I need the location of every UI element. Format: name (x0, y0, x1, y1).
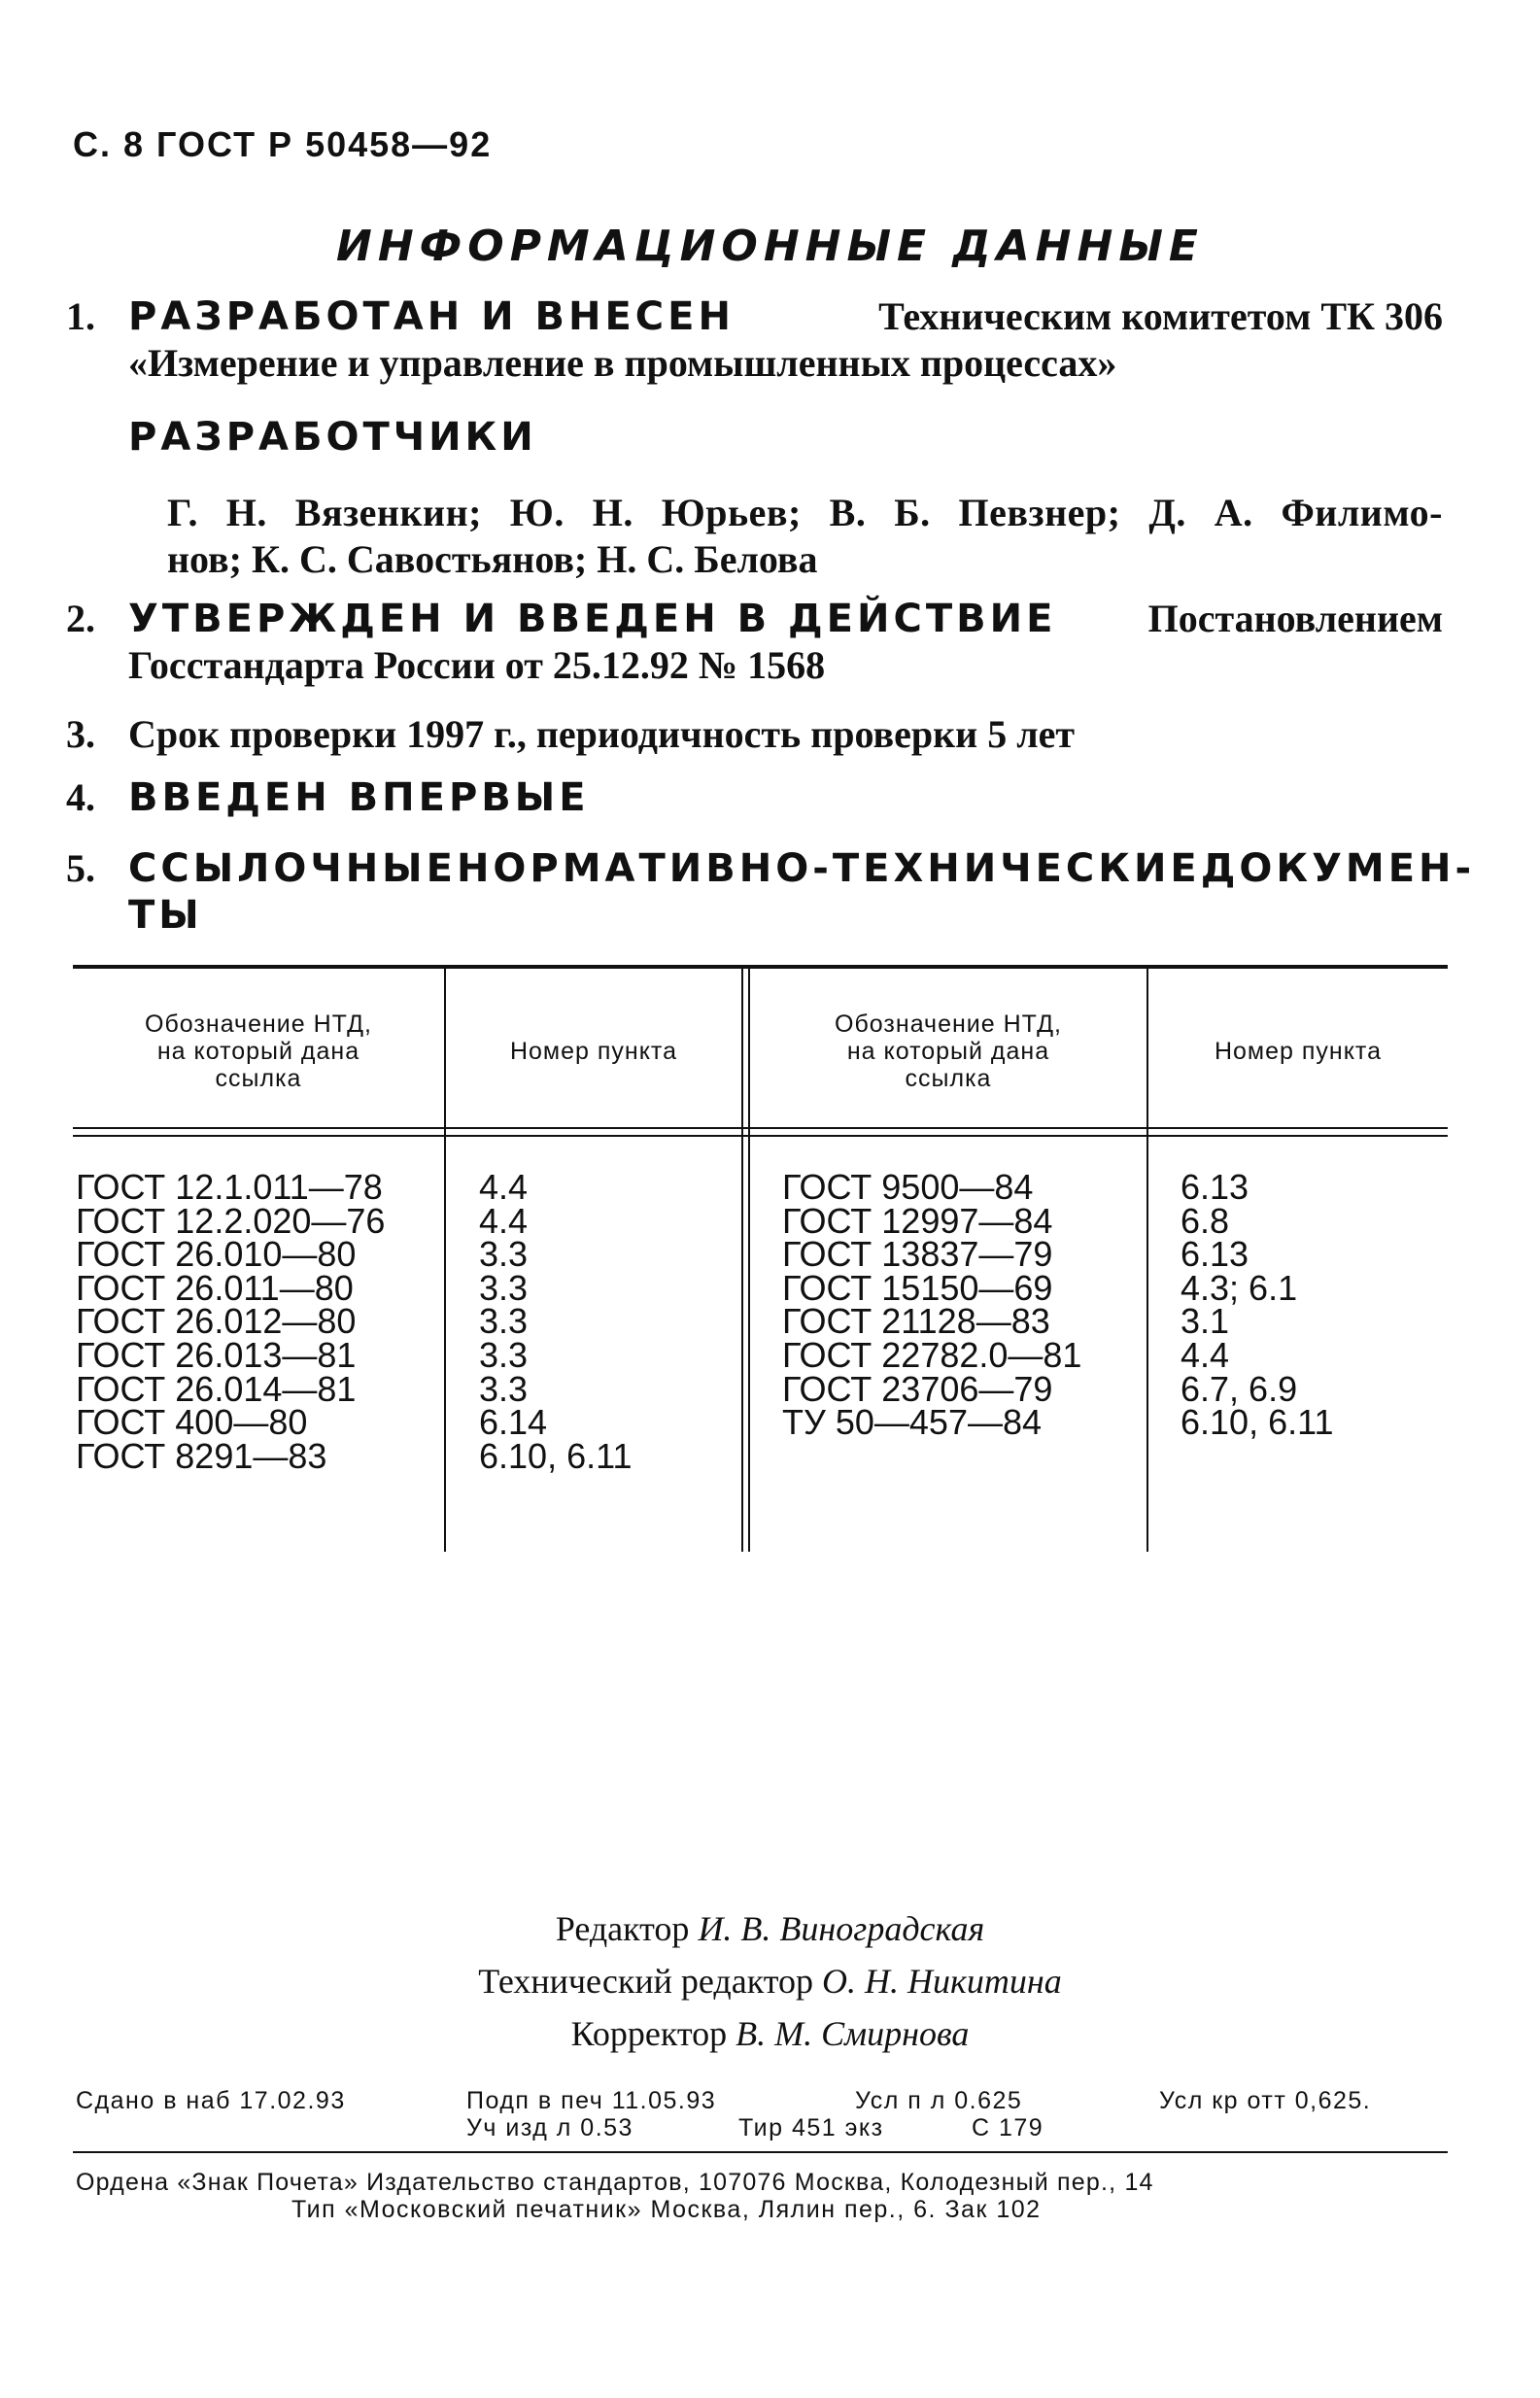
page-header: С. 8 ГОСТ Р 50458—92 (73, 124, 493, 164)
tech-editor-name: О. Н. Никитина (822, 1962, 1062, 2001)
header-ntd-right-line-2: на который дана (846, 1038, 1050, 1065)
table-top-rule (73, 965, 1448, 969)
imprint-usl-kr: Усл кр отт 0,625. (1159, 2087, 1372, 2114)
table-cell: ГОСТ 12.1.011—78 (76, 1167, 383, 1207)
table-cell: 4.4 (479, 1200, 529, 1241)
item-5-number: 5. (66, 846, 95, 890)
table-cell: ГОСТ 8291—83 (76, 1435, 327, 1476)
imprint-tir: Тир 451 экз (738, 2114, 884, 2141)
item-3-text: Срок проверки 1997 г., периодичность проверки 5 лет (128, 712, 1076, 756)
table-cell: ГОСТ 400—80 (76, 1402, 308, 1443)
table-cell: ГОСТ 12997—84 (782, 1200, 1053, 1241)
table-cell: ГОСТ 26.011—80 (76, 1267, 354, 1308)
document-title: ИНФОРМАЦИОННЫЕ ДАННЫЕ (336, 222, 1204, 271)
table-cell: 6.10, 6.11 (479, 1435, 633, 1476)
table-cell: ГОСТ 22782.0—81 (782, 1334, 1082, 1375)
item-3 (66, 711, 1443, 758)
table-cell: 6.7, 6.9 (1181, 1368, 1298, 1409)
imprint-usl-pl: Усл п л 0.625 (855, 2087, 1023, 2114)
table-cell: ГОСТ 13837—79 (782, 1234, 1053, 1275)
table-cell: 4.3; 6.1 (1181, 1267, 1298, 1308)
corrector-line (0, 2007, 1540, 2060)
left-ntd-column (76, 1167, 386, 1476)
table-cell: ГОСТ 21128—83 (782, 1301, 1050, 1342)
header-ntd-left-line-1: Обозначение НТД, (145, 1011, 372, 1038)
right-points-column (1181, 1167, 1334, 1443)
item-2-text-2: Госстандарта России от 25.12.92 № 1568 (128, 643, 826, 687)
left-points-column (479, 1167, 633, 1476)
table-cell: 4.4 (1181, 1334, 1230, 1375)
item-2-text-1: Постановлением (1147, 597, 1443, 640)
table-cell: ГОСТ 26.012—80 (76, 1301, 357, 1342)
item-1-text-1: Техническим комитетом ТК 306 (878, 294, 1443, 338)
table-cell: 6.10, 6.11 (1181, 1402, 1334, 1443)
imprint-uch: Уч изд л 0.53 (466, 2114, 633, 2141)
corrector-name: В. М. Смирнова (736, 2014, 970, 2053)
table-cell: 6.13 (1181, 1167, 1249, 1207)
header-point-left: Номер пункта (509, 1038, 678, 1065)
item-1-text-2: «Измерение и управление в промышленных процессах» (128, 341, 1117, 385)
item-2-line-1 (128, 596, 1443, 642)
table-col-divider-2a (741, 969, 743, 1552)
item-4-caps: ВВЕДЕН ВПЕРВЫЕ (128, 775, 590, 820)
item-5 (66, 845, 1476, 939)
item-4 (66, 774, 1443, 821)
header-ntd-left (73, 1011, 444, 1092)
developers-heading: РАЗРАБОТЧИКИ (128, 415, 537, 460)
item-5-caps-2: ТЫ (128, 893, 203, 938)
tech-editor-line (0, 1955, 1540, 2007)
item-1-number: 1. (66, 294, 95, 338)
table-cell: 3.3 (479, 1301, 529, 1342)
editor-name: И. В. Виноградская (698, 1909, 985, 1948)
table-header-rule-2 (73, 1135, 1448, 1137)
imprint-sent: Сдано в наб 17.02.93 (76, 2087, 346, 2114)
imprint-rule (73, 2151, 1448, 2153)
corrector-label: Корректор (570, 2014, 728, 2053)
table-cell: ГОСТ 12.2.020—76 (76, 1200, 386, 1241)
editor-line (0, 1902, 1540, 1955)
table-cell: ГОСТ 26.010—80 (76, 1234, 357, 1275)
imprint-publisher: Ордена «Знак Почета» Издательство стандартов, 107076 Москва, Колодезный пер., 14 (76, 2169, 1154, 2196)
table-cell: 6.14 (479, 1402, 548, 1443)
table-cell: ТУ 50—457—84 (782, 1402, 1043, 1443)
developers-line-1: Г. Н. Вязенкин; Ю. Н. Юрьев; В. Б. Певзнер; Д. А. Филимо- (167, 491, 1443, 534)
item-2-caps: УТВЕРЖДЕН И ВВЕДЕН В ДЕЙСТВИЕ (128, 597, 1057, 641)
table-cell: 3.3 (479, 1334, 529, 1375)
header-ntd-left-line-3: ссылка (215, 1065, 302, 1092)
imprint-order: С 179 (972, 2114, 1044, 2141)
header-ntd-right (750, 1011, 1146, 1092)
table-cell: 3.3 (479, 1368, 529, 1409)
table-cell: ГОСТ 26.013—81 (76, 1334, 357, 1375)
table-cell: 6.8 (1181, 1200, 1230, 1241)
tech-editor-label: Технический редактор (478, 1962, 813, 2001)
table-cell: ГОСТ 15150—69 (782, 1267, 1053, 1308)
table-cell: 3.3 (479, 1234, 529, 1275)
credits-block (0, 1902, 1540, 2060)
developers-line-2: нов; К. С. Савостьянов; Н. С. Белова (167, 537, 818, 581)
item-1 (66, 293, 1443, 583)
item-2-number: 2. (66, 597, 95, 640)
table-cell: 6.13 (1181, 1234, 1249, 1275)
header-ntd-left-line-2: на который дана (156, 1038, 360, 1065)
table-header-rule-1 (73, 1127, 1448, 1129)
table-cell: 4.4 (479, 1167, 529, 1207)
item-2 (66, 596, 1443, 689)
editor-label: Редактор (555, 1909, 690, 1948)
table-cell: ГОСТ 26.014—81 (76, 1368, 357, 1409)
header-point-right: Номер пункта (1214, 1038, 1383, 1065)
item-3-number: 3. (66, 712, 95, 756)
item-1-line-1 (128, 293, 1443, 340)
item-4-number: 4. (66, 775, 95, 819)
right-ntd-column (782, 1167, 1082, 1443)
item-1-caps: РАЗРАБОТАН И ВНЕСЕН (128, 294, 735, 339)
imprint-signed: Подп в печ 11.05.93 (466, 2087, 717, 2114)
header-ntd-right-line-3: ссылка (905, 1065, 992, 1092)
table-cell: 3.1 (1181, 1301, 1230, 1342)
imprint-printer: Тип «Московский печатник» Москва, Лялин пер., 6. Зак 102 (291, 2196, 1042, 2223)
header-ntd-right-line-1: Обозначение НТД, (835, 1011, 1062, 1038)
item-5-caps-1: ССЫЛОЧНЫЕ НОРМАТИВНО-ТЕХНИЧЕСКИЕ ДОКУМЕН- (128, 846, 1476, 891)
table-cell: 3.3 (479, 1267, 529, 1308)
table-cell: ГОСТ 9500—84 (782, 1167, 1034, 1207)
table-cell: ГОСТ 23706—79 (782, 1368, 1053, 1409)
